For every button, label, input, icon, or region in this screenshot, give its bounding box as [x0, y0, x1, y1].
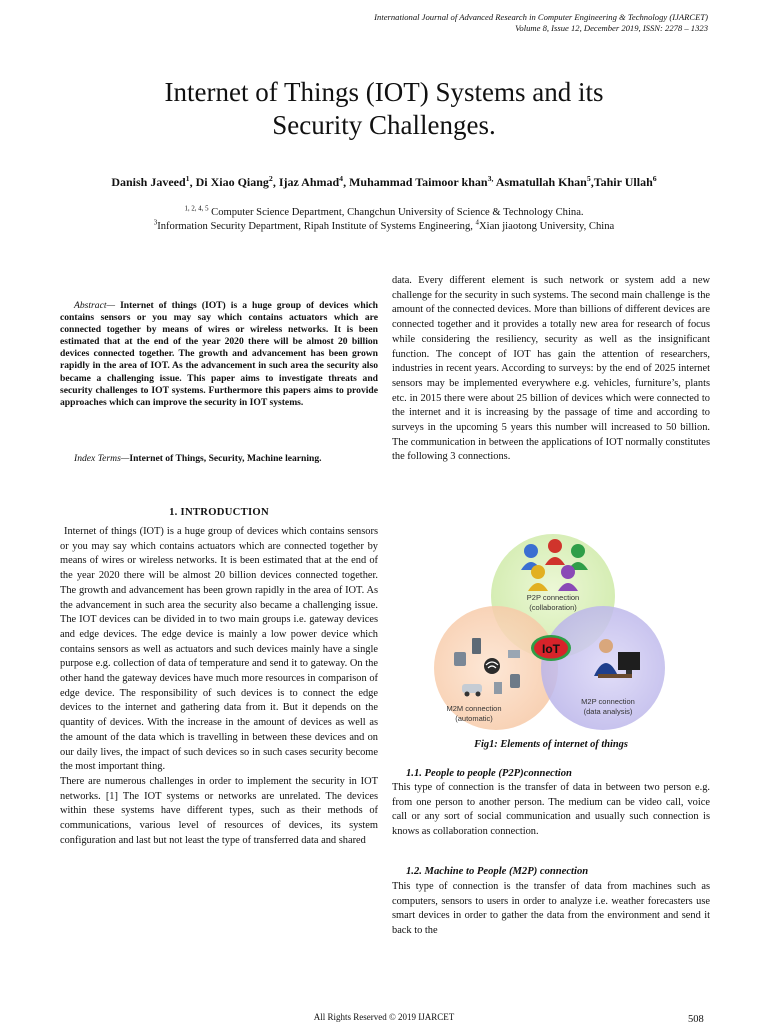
iot-badge	[531, 635, 571, 661]
abstract-text: Internet of things (IOT) is a huge group of devices which contains sensors or you may say which contains actuators which are connected together by means of wires or wireless networks. It is been estimated that at the end of the year 2020 there will be almost 20 billion devices connected together. The growth and advancement has been grown rapidly in the area of IOT. As the advancement in such area the security also became a challenging issue. This paper aims to investigate threats and security challenges to IOT systems. Furthermore this papers aims to provide approaches which can improve the security in IOT systems.	[60, 300, 378, 408]
affiliation-1	[60, 206, 708, 219]
author-affiliation-mark: 4	[339, 174, 344, 183]
author-name: Muhammad Taimoor khan	[349, 175, 488, 189]
title-line-2: Security Challenges.	[272, 110, 496, 140]
journal-header: International Journal of Advanced Research in Computer Engineering & Technology (IJARCET)	[374, 12, 708, 22]
p2p-label-line-1: P2P connection	[526, 593, 580, 602]
author-affiliation-mark: 5	[586, 174, 591, 183]
m2m-label-line-1: M2M connection	[446, 704, 502, 713]
author-affiliation-mark: 1	[185, 174, 190, 183]
introduction-paragraph-1: Internet of things (IOT) is a huge group of devices which contains sensors or you may say which contains actuators which are connected together by means of wires or wireless networks. It is been estimated that at the end of the year 2020 there will be almost 20 billion devices connected together. The growth and advancement has been grown rapidly in the area of IOT. As the advancement in such area the security also became a challenging issue. The IOT devices can be divided in to two main groups i.e. gateway devices and edge devices. The edge device is mainly a low power device which contains sensors as well as actuators and such devices mainly have a single purpose e.g. collection of data of temperature and send it to gateway. On the other hand the gateway devices have much more resources in comparison of edge device. The responsibility of such devices is to connect the edge devices to the internet and gathering data from it. But it depends on the quantity of devices. With the increase in the amount of devices as well as the amount of the data which is travelling in between these devices and on our daily lives, the impact of such devices so in such cases security become the most important thing.	[60, 526, 378, 773]
author-name: Tahir Ullah	[593, 175, 653, 189]
section-heading-introduction: 1. INTRODUCTION	[169, 507, 269, 518]
m2m-label-line-2: (automatic)	[455, 714, 493, 723]
title-line-1: Internet of Things (IOT) Systems and its	[164, 77, 604, 107]
author-affiliation-mark: 6	[652, 174, 657, 183]
author-affiliation-mark: 3,	[487, 174, 494, 183]
m2p-label-line-2: (data analysis)	[583, 707, 633, 716]
affiliation-2-mark: 3	[153, 219, 158, 227]
author-name: Di Xiao Qiang	[195, 175, 269, 189]
abstract-label: Abstract—	[74, 300, 116, 311]
venn-diagram	[428, 534, 678, 734]
introduction-paragraph-2: There are numerous challenges in order to implement the security in IOT networks. [1] The IOT systems or networks are unrelated. The devices within these systems have different types, such as their methods of communications, various level of resources of devices, its system configuration and last but not least the type of transferred data and shared	[60, 775, 378, 846]
subsection-heading-m2p: 1.2. Machine to People (M2P) connection	[406, 866, 589, 877]
affiliation-2-text: Information Security Department, Ripah Institute of Systems Engineering,	[157, 221, 473, 232]
copyright-footer: All Rights Reserved © 2019 IJARCET	[313, 1012, 455, 1022]
author-list: Danish Javeed$^1$, Di Xiao Qiang$^2$, Ijaz Ahmad$^4$, Muhammad Taimoor khan$^{3,}$ Asmatullah Khan$^5$,Tahir Ullah$^6$	[111, 174, 657, 189]
author-name: Danish Javeed	[111, 175, 186, 189]
author-name: Ijaz Ahmad	[278, 175, 340, 189]
index-terms-text: Internet of Things, Security, Machine learning.	[129, 453, 322, 464]
iot-elements-figure	[428, 534, 678, 734]
m2p-label-line-1: M2P connection	[581, 697, 635, 706]
author-name: Asmatullah Khan	[495, 175, 587, 189]
affiliation-3-mark: 4	[475, 219, 479, 227]
affiliation-3-text: Xian jiaotong University, China	[478, 221, 615, 232]
introduction-paragraph-2-continued: data. Every different element is such network or system add a new challenge for the security in such systems. The second main challenge is the amount of the connected devices. More than billions of different devices are connected together and it provides a totally new area for research of focus while considering the resiliency, security as well as the insignificant function. The concept of IOT has gain the attention of researchers, industries in recent years. According to surveys: by the end of 2025 internet sensors may be implemented everywhere e.g. vehicles, furniture’s, plants etc. in 2015 there were about 25 billion of devices which were connected to the internet and it is increasing by the passage of time and according to surveys in the upcoming 5 years this number will increased to 50 billion. The communication in between the applications of IOT normally constitutes the following 3 connections.	[392, 275, 710, 463]
p2p-label-line-2: (collaboration)	[529, 603, 577, 612]
paper-title	[60, 76, 708, 142]
figure-caption: Fig1: Elements of internet of things	[474, 739, 628, 750]
index-terms	[60, 453, 378, 465]
subsection-p2p-text: This type of connection is the transfer of data in between two person e.g. from one person to another person. The medium can be video call, voice call or any sort of social communication and usually such connection is knows as collaboration connection.	[392, 782, 710, 838]
subsection-heading-p2p: 1.1. People to people (P2P)connection	[406, 768, 572, 779]
introduction-body	[60, 525, 378, 848]
affiliation-1-marks: 1, 2, 4, 5	[184, 205, 209, 213]
iot-center-label: IoT	[542, 642, 560, 656]
page-number: 508	[688, 1014, 704, 1025]
affiliation-2	[60, 220, 708, 233]
author-affiliation-mark: 2	[268, 174, 273, 183]
volume-header: Volume 8, Issue 12, December 2019, ISSN: 2278 – 1323	[515, 23, 708, 33]
affiliation-1-text: Computer Science Department, Changchun University of Science & Technology China.	[211, 207, 584, 218]
index-terms-label: Index Terms—	[74, 453, 130, 464]
abstract	[60, 300, 378, 409]
subsection-m2p-text: This type of connection is the transfer of data from machines such as computers, sensors to users in order to analyze i.e. weather forecasters use smart devices in order to gather the data from the environment and send it back to the	[392, 881, 710, 937]
